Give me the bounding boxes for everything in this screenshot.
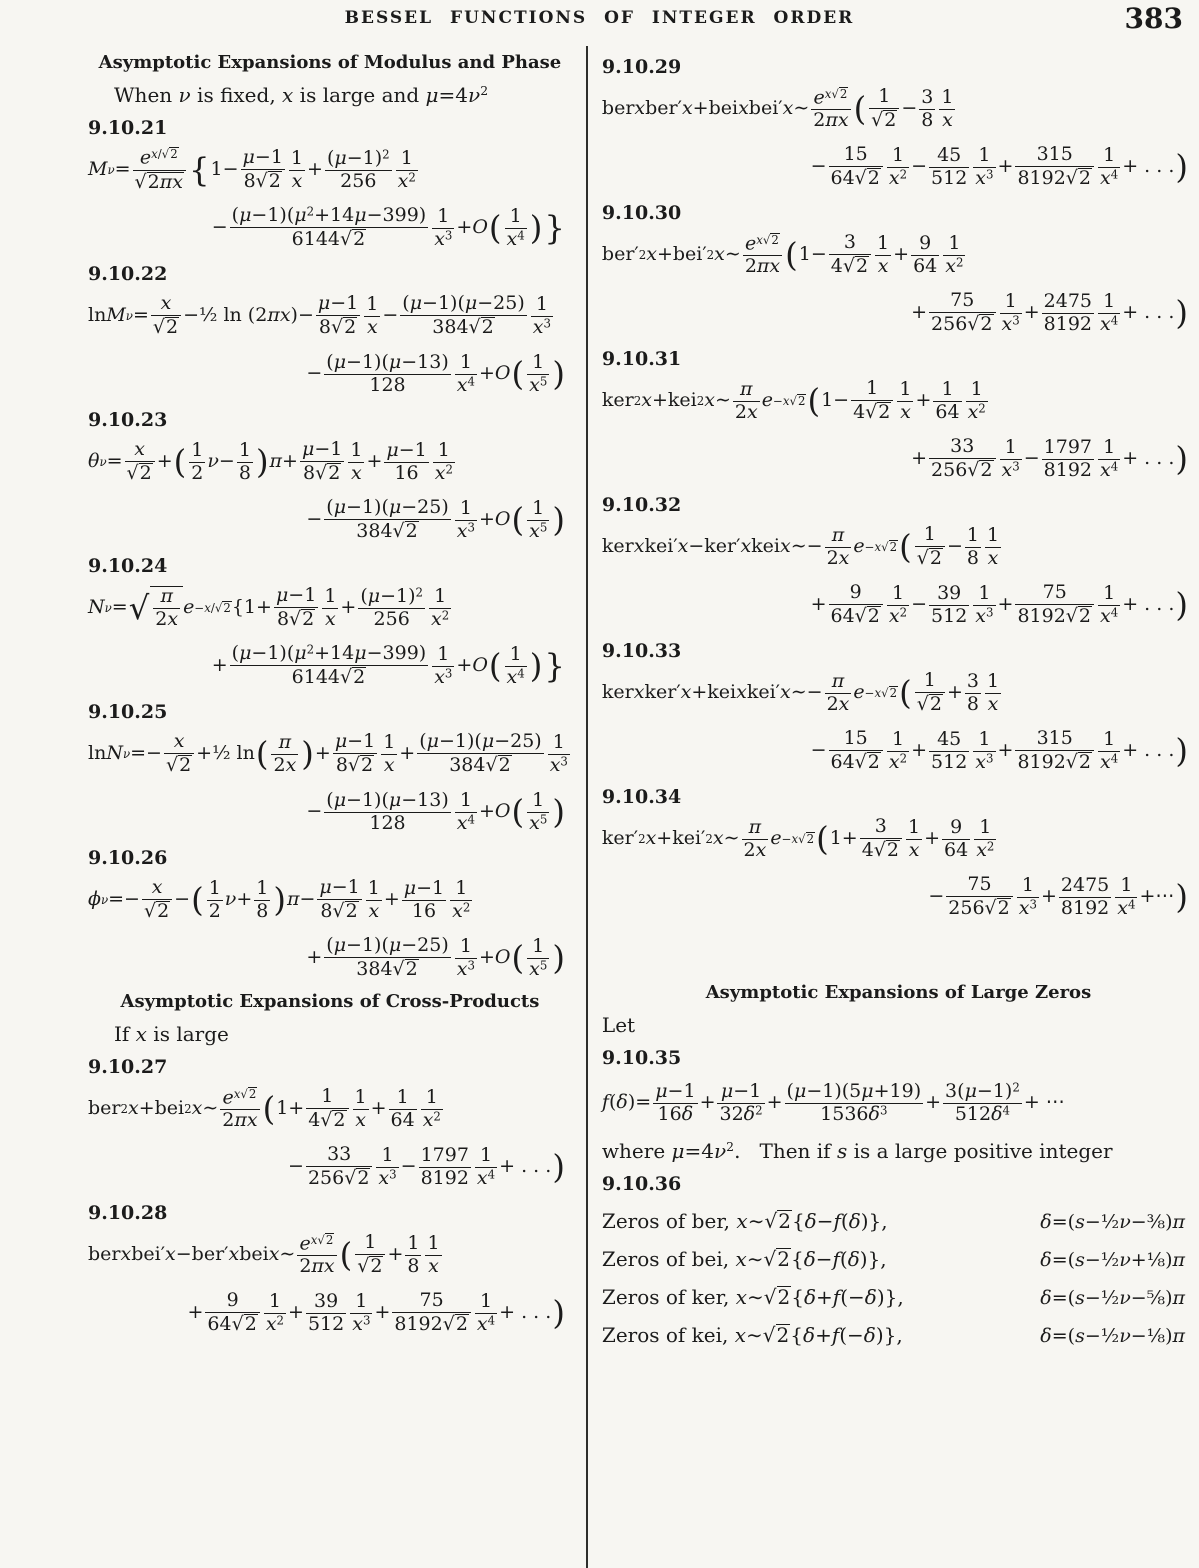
- zeros-row-rhs: δ=(s−½ν−⅝)π: [1040, 1287, 1185, 1309]
- equation-9-10-32: [602, 494, 1195, 630]
- equation-number: 9.10.30: [601, 202, 682, 224]
- equation-9-10-28: [88, 1202, 572, 1338]
- zeros-row-lhs: Zeros of bei, x∼√2{δ−f(δ)},: [601, 1247, 887, 1271]
- equation-line-2: − (μ−1)(μ−13) 128 1 $x^4$ + O ( 1 $x^5$ ): [306, 350, 565, 396]
- zeros-row-rhs: δ=(s−½ν−⅛)π: [1040, 1325, 1185, 1347]
- equation-line-1: ber 2 x +bei 2 x ∼ $e^{x√2}$ 2πx ( 1+ 1 4√2 1 x + 1 64 1 $x^2$: [88, 1085, 441, 1132]
- equation-number: 9.10.29: [601, 56, 682, 78]
- equation-number: 9.10.26: [88, 847, 168, 869]
- equation-number: 9.10.22: [88, 263, 168, 285]
- let-text: Let: [601, 1013, 636, 1037]
- equation-line-1: ber′ 2 x +bei′ 2 x ∼ $e^{x√2}$ 2πx ( 1− 3 4√2 1 x + 9 64 1 $x^2$: [601, 231, 964, 278]
- zeros-row-lhs: Zeros of kei, x∼√2{δ+f(−δ)},: [601, 1323, 903, 1347]
- equation-line-1: ln N ν =− x √2 +½ ln ( π 2x ) + μ−1 8√2 1 x + (μ−1)(μ−25) 384√2 1 $x^3$: [88, 730, 568, 776]
- equation-line-2: − 33 256√2 1 $x^3$ − 1797 8192 1 $x^4$ + . . . ): [288, 1143, 565, 1189]
- equation-number: 9.10.34: [601, 786, 682, 808]
- page-number: 383: [1124, 2, 1183, 35]
- equation-number: 9.10.31: [601, 348, 682, 370]
- equation-9-10-21: [88, 117, 572, 253]
- page-header: [0, 0, 1199, 46]
- section-heading-large-zeros: Asymptotic Expansions of Large Zeros: [705, 982, 1092, 1003]
- equation-line-2: + $(\mu-1)(\mu^2+14\mu-399)$ 6144√2 1 $x^3$ + O ( 1 $x^4$ ) }: [211, 642, 565, 688]
- equation-line-2: − (μ−1)(μ−13) 128 1 $x^4$ + O ( 1 $x^5$ ): [306, 788, 565, 834]
- vertical-gap: [602, 930, 1195, 976]
- zeros-row-rhs: δ=(s−½ν+⅛)π: [1040, 1249, 1185, 1271]
- equation-number: 9.10.35: [601, 1047, 682, 1069]
- equation-line-2: − $(\mu-1)(\mu^2+14\mu-399)$ 6144√2 1 $x^3$ + O ( 1 $x^4$ ) }: [211, 204, 565, 250]
- two-column-layout: [0, 46, 1199, 1568]
- equation-9-10-25: [88, 701, 572, 837]
- section-heading-cross-products: Asymptotic Expansions of Cross-Products: [120, 991, 540, 1012]
- equation-line-2: − (μ−1)(μ−25) 384√2 1 $x^3$ + O ( 1 $x^5$ ): [306, 496, 565, 542]
- equation-number: 9.10.27: [88, 1056, 168, 1078]
- equation-9-10-24: [88, 555, 572, 691]
- intro-modulus-phase: When ν is fixed, x is large and $\mu=4\nu^2$: [114, 83, 489, 107]
- equation-line-2: + 33 256√2 1 $x^3$ − 1797 8192 1 $x^4$ + . . . ): [911, 435, 1188, 481]
- equation-line-1: M ν = $e^{x/√2}$ √2πx { 1− μ−1 8√2 1 x + $(\mu-1)^2$ 256 1 $x^2$: [88, 146, 416, 193]
- equation-number: 9.10.33: [601, 640, 682, 662]
- zeros-row-bei: [602, 1247, 1195, 1271]
- equation-number: 9.10.23: [88, 409, 168, 431]
- equation-line-1: ker′ 2 x +kei′ 2 x ∼ π 2x e −x√2 ( 1+ 3 4√2 1 x + 9 64 1 $x^2$: [601, 815, 995, 861]
- equation-9-10-29: [602, 56, 1195, 192]
- equation-line-1: ϕ ν =− x √2 − ( 1 2 ν + 1 8 ) π − μ−1 8√2 1 x + μ−1 16 1 $x^2$: [88, 876, 471, 922]
- equation-line-2: + (μ−1)(μ−25) 384√2 1 $x^3$ + O ( 1 $x^5$ ): [306, 934, 565, 980]
- equation-line-1: ker x kei′ x −ker′ x kei x ∼− π 2x e −x√2 ( 1 √2 − 1 8 1 x: [601, 523, 1000, 569]
- equation-number: 9.10.28: [88, 1202, 168, 1224]
- left-column: [0, 46, 586, 1568]
- equation-number: 9.10.24: [88, 555, 168, 577]
- equation-number: 9.10.32: [601, 494, 682, 516]
- equation-line-1: ln M ν = x √2 −½ ln (2 π x )− μ−1 8√2 1 x − (μ−1)(μ−25) 384√2 1 $x^3$: [88, 292, 551, 338]
- zeros-row-ker: [602, 1285, 1195, 1309]
- equation-9-10-22: [88, 263, 572, 399]
- equation-line-1: θ ν = x √2 + ( 1 2 ν − 1 8 ) π + μ−1 8√2 1 x + μ−1 16 1 $x^2$: [88, 438, 453, 484]
- equation-number: 9.10.21: [88, 117, 168, 139]
- equation-9-10-27: [88, 1056, 572, 1192]
- zeros-row-ber: [602, 1209, 1195, 1233]
- right-column: [586, 46, 1199, 1568]
- equation-line-1: N ν = √ $\frac{\pi}{2x}$ e −x/√2 {1+ μ−1 8√2 1 x + $(\mu-1)^2$ 256 1 $x^2$: [88, 584, 450, 630]
- equation-9-10-34: [602, 786, 1195, 922]
- equation-9-10-23: [88, 409, 572, 545]
- intro-cross-products: If x is large: [114, 1022, 229, 1046]
- equation-9-10-26: [88, 847, 572, 983]
- equation-line-1: f ( δ )= μ−1 16δ + μ−1 $32\delta^2$ + (μ−1)(5μ+19) $1536\delta^3$ + $3(\mu-1)^2$ $512\delta^4$ + ⋯: [601, 1079, 1065, 1125]
- equation-number: 9.10.25: [88, 701, 168, 723]
- equation-9-10-31: [602, 348, 1195, 484]
- where-text: where $\mu=4\nu^2$. Then if s is a large positive integer: [601, 1139, 1113, 1163]
- equation-line-2: − 75 256√2 1 $x^3$ + 2475 8192 1 $x^4$ +⋯ ): [928, 873, 1188, 919]
- zeros-row-lhs: Zeros of ber, x∼√2{δ−f(δ)},: [601, 1209, 888, 1233]
- equation-line-2: + 9 64√2 1 $x^2$ − 39 512 1 $x^3$ + 75 8192√2 1 $x^4$ + . . . ): [810, 581, 1188, 627]
- equation-line-2: − 15 64√2 1 $x^2$ + 45 512 1 $x^3$ + 315 8192√2 1 $x^4$ + . . . ): [810, 727, 1188, 773]
- equation-line-2: + 9 64√2 1 $x^2$ + 39 512 1 $x^3$ + 75 8192√2 1 $x^4$ + . . . ): [187, 1289, 565, 1335]
- equation-9-10-36: [602, 1173, 1195, 1347]
- equation-9-10-35: [602, 1047, 1195, 1131]
- equation-number: 9.10.36: [601, 1173, 682, 1195]
- equation-line-2: − 15 64√2 1 $x^2$ − 45 512 1 $x^3$ + 315 8192√2 1 $x^4$ + . . . ): [810, 143, 1188, 189]
- section-heading-modulus-phase: Asymptotic Expansions of Modulus and Phase: [98, 52, 562, 73]
- equation-line-1: ker 2 x +kei 2 x ∼ π 2x e −x√2 ( 1− 1 4√2 1 x + 1 64 1 $x^2$: [601, 377, 986, 423]
- zeros-row-lhs: Zeros of ker, x∼√2{δ+f(−δ)},: [601, 1285, 904, 1309]
- equation-line-1: ber x bei′ x −ber′ x bei x ∼ $e^{x√2}$ 2πx ( 1 √2 + 1 8 1 x: [88, 1231, 440, 1278]
- zeros-row-kei: [602, 1323, 1195, 1347]
- zeros-row-rhs: δ=(s−½ν−⅜)π: [1040, 1211, 1185, 1233]
- equation-9-10-33: [602, 640, 1195, 776]
- equation-line-1: ker x ker′ x +kei x kei′ x ∼− π 2x e −x√2 ( 1 √2 + 3 8 1 x: [601, 669, 1000, 715]
- equation-line-1: ber x ber′ x +bei x bei′ x ∼ $e^{x√2}$ 2πx ( 1 √2 − 3 8 1 x: [601, 85, 954, 132]
- equation-line-2: + 75 256√2 1 $x^3$ + 2475 8192 1 $x^4$ + . . . ): [911, 289, 1188, 335]
- equation-9-10-30: [602, 202, 1195, 338]
- running-title: BESSEL FUNCTIONS OF INTEGER ORDER: [344, 8, 855, 28]
